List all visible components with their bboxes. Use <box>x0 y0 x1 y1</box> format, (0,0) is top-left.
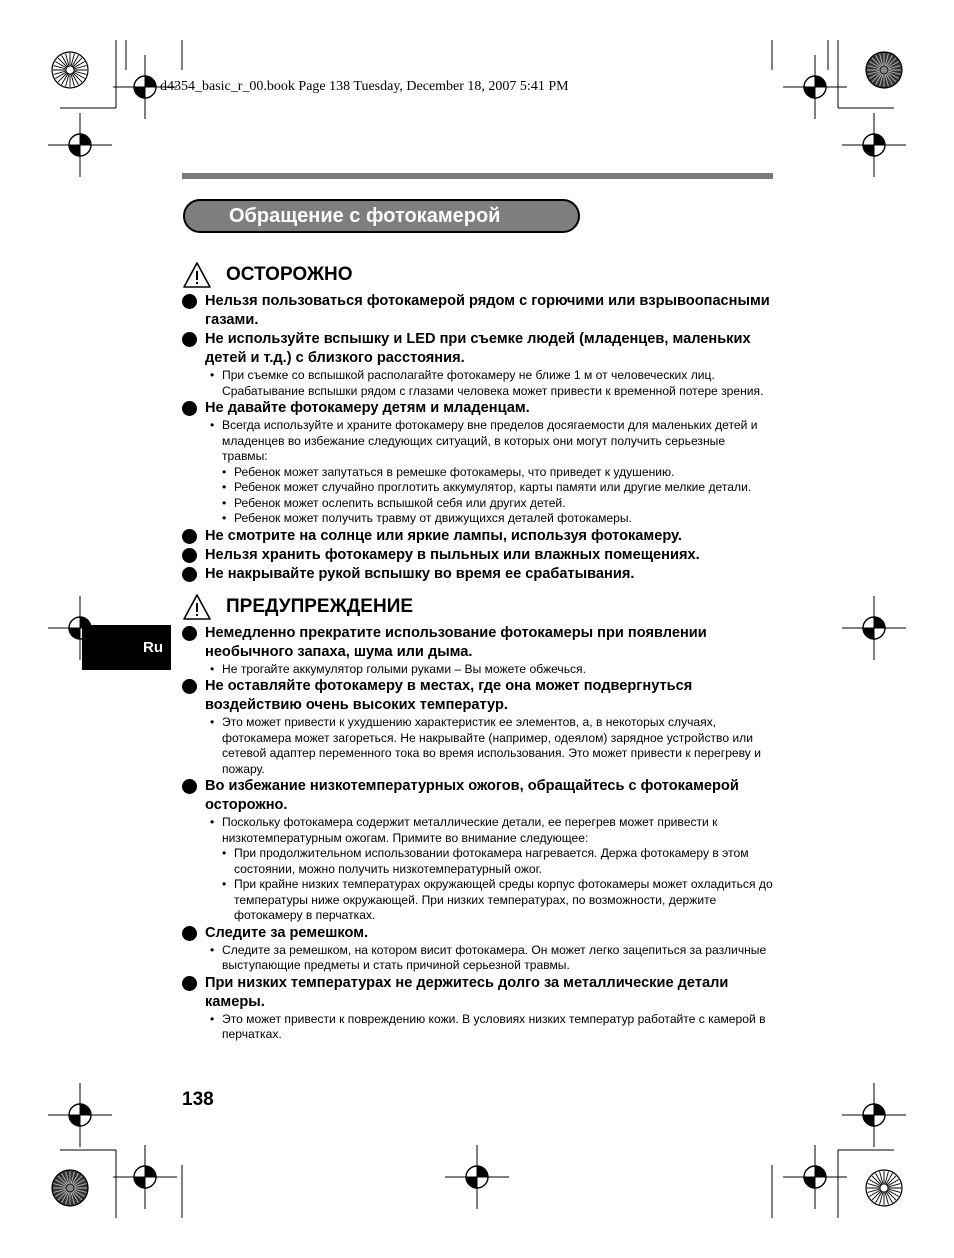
warning-item <box>182 777 774 815</box>
note-item <box>182 368 774 399</box>
page-title: Обращение с фотокамерой <box>229 205 501 227</box>
note-text: Следите за ремешком, на котором висит фотокамера. Он может легко зацепиться за различные выступающие предметы и стать причиной серьезной травмы. <box>222 942 767 972</box>
note-bullet-icon: • <box>222 846 227 860</box>
warning-item <box>182 565 774 584</box>
note-item <box>182 846 774 877</box>
warning-item <box>182 292 774 330</box>
warning-item-text: Следите за ремешком. <box>205 924 369 941</box>
note-item <box>182 943 774 974</box>
note-text: Это может привести к ухудшению характеристик ее элементов, а, в некоторых случаях, фотокамера может загореться. Не накрывайте (например, одеялом) зарядное устройство или сетевой адаптер переменного тока во время использования. Это может привести к перегреву и пожару. <box>222 715 761 776</box>
warning-item-text: Во избежание низкотемпературных ожогов, обращайтесь с фотокамерой осторожно. <box>205 778 739 813</box>
language-tab-label: Ru <box>143 639 163 656</box>
warning-triangle-icon <box>182 261 226 289</box>
top-rule <box>182 173 773 179</box>
note-item <box>182 465 774 481</box>
bullet-dot-icon <box>182 294 197 309</box>
note-item <box>182 815 774 846</box>
main-content <box>182 255 774 1043</box>
note-bullet-icon: • <box>210 715 215 729</box>
warning-item <box>182 546 774 565</box>
section-heading-text: ПРЕДУПРЕЖДЕНИЕ <box>226 595 414 617</box>
print-header: d4354_basic_r_00.book Page 138 Tuesday, December 18, 2007 5:41 PM <box>160 79 569 94</box>
bullet-dot-icon <box>182 976 197 991</box>
section-heading <box>182 258 774 292</box>
note-item <box>182 662 774 678</box>
warning-item <box>182 527 774 546</box>
note-text: Ребенок может запутаться в ремешке фотокамеры, что приведет к удушению. <box>234 464 675 479</box>
note-bullet-icon: • <box>210 368 215 382</box>
warning-item-text: Нельзя хранить фотокамеру в пыльных или влажных помещениях. <box>205 546 700 563</box>
warning-item-text: Не давайте фотокамеру детям и младенцам. <box>205 400 530 416</box>
note-bullet-icon: • <box>210 661 215 676</box>
note-text: Ребенок может получить травму от движущихся деталей фотокамеры. <box>234 511 632 525</box>
note-item <box>182 511 774 527</box>
warning-item-text: Не смотрите на солнце или яркие лампы, используя фотокамеру. <box>205 527 682 544</box>
note-text: Не трогайте аккумулятор голыми руками – Вы можете обжечься. <box>222 661 586 676</box>
warning-item-text: Немедленно прекратите использование фотокамеры при появлении необычного запаха, шума или дыма. <box>205 624 707 660</box>
language-tab <box>82 625 171 670</box>
note-text: Ребенок может случайно проглотить аккумулятор, карты памяти или другие мелкие детали. <box>234 480 752 494</box>
warning-item <box>182 399 774 418</box>
bullet-dot-icon <box>182 332 197 347</box>
note-item <box>182 715 774 777</box>
bullet-dot-icon <box>182 567 197 582</box>
note-bullet-icon: • <box>210 1011 215 1026</box>
note-bullet-icon: • <box>222 464 227 479</box>
warning-item-text: При низких температурах не держитесь долго за металлические детали камеры. <box>205 974 729 1010</box>
note-bullet-icon: • <box>222 877 227 891</box>
bullet-dot-icon <box>182 779 197 794</box>
note-text: При продолжительном использовании фотокамера нагревается. Держа фотокамеру в этом состоянии, можно получить низкотемпературный ожог. <box>234 846 749 876</box>
note-bullet-icon: • <box>210 418 215 432</box>
warning-item <box>182 924 774 943</box>
warning-triangle-icon <box>182 593 226 621</box>
note-bullet-icon: • <box>222 480 227 494</box>
warning-item-text: Нельзя пользоваться фотокамерой рядом с горючими или взрывоопасными газами. <box>205 293 770 328</box>
bullet-dot-icon <box>182 529 197 544</box>
note-item <box>182 1012 774 1043</box>
warning-item-text: Не накрывайте рукой вспышку во время ее срабатывания. <box>205 565 635 582</box>
section-heading-text: ОСТОРОЖНО <box>226 264 353 285</box>
warning-item-text: Не оставляйте фотокамеру в местах, где она может подвергнуться воздействию очень высоких температур. <box>205 678 693 713</box>
note-bullet-icon: • <box>210 815 215 829</box>
note-item <box>182 418 774 465</box>
warning-item <box>182 624 774 662</box>
section-heading <box>182 590 774 624</box>
bullet-dot-icon <box>182 548 197 563</box>
note-text: Это может привести к повреждению кожи. В условиях низких температур работайте с камерой в перчатках. <box>222 1011 766 1041</box>
note-text: При съемке со вспышкой располагайте фотокамеру не ближе 1 м от человеческих лиц. Срабатывание вспышки рядом с глазами человека может привести к временной потере зрения. <box>222 368 764 398</box>
note-item <box>182 496 774 512</box>
note-text: Всегда используйте и храните фотокамеру вне пределов досягаемости для маленьких детей и младенцев во избежание следующих ситуаций, в которых они могут получить серьезные травмы: <box>222 418 758 463</box>
warning-item-text: Не используйте вспышку и LED при съемке людей (младенцев, маленьких детей и т.д.) с близкого расстояния. <box>205 331 751 366</box>
page-title-banner <box>183 199 580 233</box>
warning-item <box>182 974 774 1012</box>
bullet-dot-icon <box>182 401 197 416</box>
note-item <box>182 480 774 496</box>
note-bullet-icon: • <box>222 495 227 510</box>
bullet-dot-icon <box>182 926 197 941</box>
page-number: 138 <box>182 1089 214 1110</box>
warning-item <box>182 330 774 368</box>
warning-item <box>182 677 774 715</box>
note-bullet-icon: • <box>210 942 215 957</box>
note-text: При крайне низких температурах окружающей среды корпус фотокамеры может охладиться до температуры ниже окружающей. При низких температурах, по возможности, держите фотокамеру в перчатках. <box>234 877 773 922</box>
note-text: Ребенок может ослепить вспышкой себя или других детей. <box>234 495 566 510</box>
note-text: Поскольку фотокамера содержит металлические детали, ее перегрев может привести к низкотемпературным ожогам. Примите во внимание следующее: <box>222 815 718 845</box>
bullet-dot-icon <box>182 626 197 641</box>
note-item <box>182 877 774 924</box>
bullet-dot-icon <box>182 679 197 694</box>
note-bullet-icon: • <box>222 511 227 525</box>
